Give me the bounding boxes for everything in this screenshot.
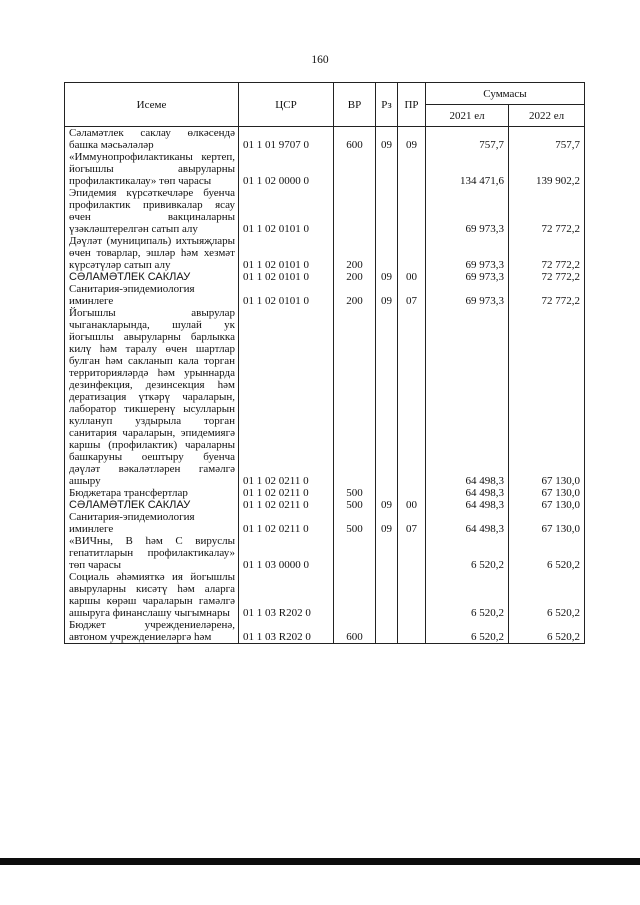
row-rz — [376, 619, 398, 644]
table-row — [65, 619, 585, 644]
row-csr: 01 1 02 0211 0 — [239, 487, 334, 499]
row-name: «Иммунопрофилактиканы кертеп, йогышлы авыруларны профилактикалау» төп чарасы — [65, 151, 239, 187]
row-rz: 09 — [376, 283, 398, 307]
row-csr: 01 1 02 0101 0 — [239, 187, 334, 235]
row-csr: 01 1 02 0211 0 — [239, 499, 334, 511]
table-row — [65, 571, 585, 619]
row-csr: 01 1 03 R202 0 — [239, 619, 334, 644]
row-sum-2021: 64 498,3 — [426, 499, 509, 511]
header-year-2021: 2021 ел — [426, 105, 509, 127]
row-sum-2022: 72 772,2 — [509, 235, 585, 271]
row-pr — [398, 151, 426, 187]
row-sum-2022: 6 520,2 — [509, 619, 585, 644]
table-row — [65, 307, 585, 487]
row-sum-2021: 6 520,2 — [426, 619, 509, 644]
scan-bottom-border — [0, 858, 640, 865]
table-row — [65, 271, 585, 283]
row-pr: 00 — [398, 271, 426, 283]
row-pr: 00 — [398, 499, 426, 511]
row-name: Санитария-эпидемиология иминлеге — [65, 511, 239, 535]
row-csr: 01 1 02 0211 0 — [239, 511, 334, 535]
row-csr: 01 1 03 R202 0 — [239, 571, 334, 619]
row-sum-2021: 69 973,3 — [426, 283, 509, 307]
row-sum-2021: 69 973,3 — [426, 271, 509, 283]
row-csr: 01 1 02 0211 0 — [239, 307, 334, 487]
row-sum-2022: 6 520,2 — [509, 571, 585, 619]
page-number: 160 — [311, 54, 329, 66]
table-row — [65, 535, 585, 571]
row-rz — [376, 307, 398, 487]
row-sum-2022: 6 520,2 — [509, 535, 585, 571]
row-sum-2022: 67 130,0 — [509, 307, 585, 487]
table-row — [65, 187, 585, 235]
row-sum-2021: 134 471,6 — [426, 151, 509, 187]
table-row — [65, 127, 585, 152]
row-sum-2022: 72 772,2 — [509, 271, 585, 283]
row-name: СӘЛАМӘТЛЕК САКЛАУ — [65, 499, 239, 511]
row-rz — [376, 487, 398, 499]
row-csr: 01 1 02 0101 0 — [239, 283, 334, 307]
table-row — [65, 487, 585, 499]
row-name: Бюджет учреждениеләренә, автоном учреждениеләргә һәм — [65, 619, 239, 644]
row-sum-2021: 69 973,3 — [426, 187, 509, 235]
row-pr — [398, 535, 426, 571]
header-vr: ВР — [334, 83, 376, 127]
row-sum-2021: 6 520,2 — [426, 571, 509, 619]
row-sum-2021: 6 520,2 — [426, 535, 509, 571]
row-rz: 09 — [376, 271, 398, 283]
row-vr: 500 — [334, 499, 376, 511]
header-sums: Суммасы — [426, 83, 585, 105]
row-name: Йогышлы авырулар чыганакларында, шулай ук йогышлы авыруларны барлыкка килү һәм таралу өчен шартлар булган һәм сакланып кала торган территорияләрдә һәм урыннарда дезинфекция, дезинсекция һәм дератизация үткәрү чараларын, лаборатор тикшеренү ысулларын куллануп уздырыла торган санитария чараларын, эпидемиягә каршы (профилактик) чараларны башкаруны оештыру буенча дәүләт вәкаләтләрен гамәлгә ашыру — [65, 307, 239, 487]
row-name: Санитария-эпидемиология иминлеге — [65, 283, 239, 307]
row-csr: 01 1 02 0101 0 — [239, 271, 334, 283]
row-pr: 09 — [398, 127, 426, 152]
row-rz — [376, 151, 398, 187]
row-sum-2022: 72 772,2 — [509, 187, 585, 235]
row-vr — [334, 571, 376, 619]
row-sum-2021: 64 498,3 — [426, 307, 509, 487]
header-name: Исеме — [65, 83, 239, 127]
row-vr — [334, 535, 376, 571]
row-sum-2022: 67 130,0 — [509, 487, 585, 499]
row-pr — [398, 235, 426, 271]
row-csr: 01 1 01 9707 0 — [239, 127, 334, 152]
row-name: Эпидемия күрсәткечләре буенча профилактик прививкалар ясау өчен вакциналарны үзәкләштерелгән сатып алу — [65, 187, 239, 235]
row-rz — [376, 187, 398, 235]
table-row — [65, 235, 585, 271]
row-name: «ВИЧны, В һәм С вируслы гепатитларын профилактикалау» төп чарасы — [65, 535, 239, 571]
header-rz: Рз — [376, 83, 398, 127]
row-csr: 01 1 02 0101 0 — [239, 235, 334, 271]
row-sum-2021: 757,7 — [426, 127, 509, 152]
row-vr: 600 — [334, 619, 376, 644]
header-pr: ПР — [398, 83, 426, 127]
row-vr: 200 — [334, 235, 376, 271]
row-sum-2021: 64 498,3 — [426, 487, 509, 499]
row-sum-2022: 67 130,0 — [509, 499, 585, 511]
row-vr: 500 — [334, 487, 376, 499]
row-csr: 01 1 02 0000 0 — [239, 151, 334, 187]
table-row — [65, 151, 585, 187]
row-name: Сәламәтлек саклау өлкәсендә башка мәсьәләләр — [65, 127, 239, 152]
row-sum-2022: 139 902,2 — [509, 151, 585, 187]
row-vr: 200 — [334, 271, 376, 283]
row-vr: 200 — [334, 283, 376, 307]
row-rz: 09 — [376, 499, 398, 511]
header-year-2022: 2022 ел — [509, 105, 585, 127]
row-name: Бюджетара трансфертлар — [65, 487, 239, 499]
row-pr: 07 — [398, 283, 426, 307]
row-name: Социаль әһәмияткә ия йогышлы авыруларны кисәтү һәм аларга каршы көрәш чараларын гамәлгә ашыруга финанслашу чыгымнары — [65, 571, 239, 619]
row-pr — [398, 187, 426, 235]
row-pr — [398, 487, 426, 499]
row-vr — [334, 307, 376, 487]
row-name: СӘЛАМӘТЛЕК САКЛАУ — [65, 271, 239, 283]
row-csr: 01 1 03 0000 0 — [239, 535, 334, 571]
row-sum-2022: 67 130,0 — [509, 511, 585, 535]
row-rz — [376, 571, 398, 619]
table-row — [65, 499, 585, 511]
row-vr — [334, 187, 376, 235]
row-pr — [398, 619, 426, 644]
row-rz — [376, 535, 398, 571]
row-name: Дәүләт (муниципаль) ихтыяҗлары өчен товарлар, эшләр һәм хезмәт күрсәтүләр сатып алу — [65, 235, 239, 271]
row-vr: 600 — [334, 127, 376, 152]
row-pr — [398, 307, 426, 487]
row-rz: 09 — [376, 127, 398, 152]
table-row — [65, 511, 585, 535]
row-sum-2021: 69 973,3 — [426, 235, 509, 271]
row-vr — [334, 151, 376, 187]
row-sum-2022: 757,7 — [509, 127, 585, 152]
header-csr: ЦСР — [239, 83, 334, 127]
budget-table — [64, 82, 585, 644]
row-sum-2021: 64 498,3 — [426, 511, 509, 535]
row-rz — [376, 235, 398, 271]
table-row — [65, 283, 585, 307]
row-sum-2022: 72 772,2 — [509, 283, 585, 307]
row-rz: 09 — [376, 511, 398, 535]
row-vr: 500 — [334, 511, 376, 535]
row-pr: 07 — [398, 511, 426, 535]
row-pr — [398, 571, 426, 619]
